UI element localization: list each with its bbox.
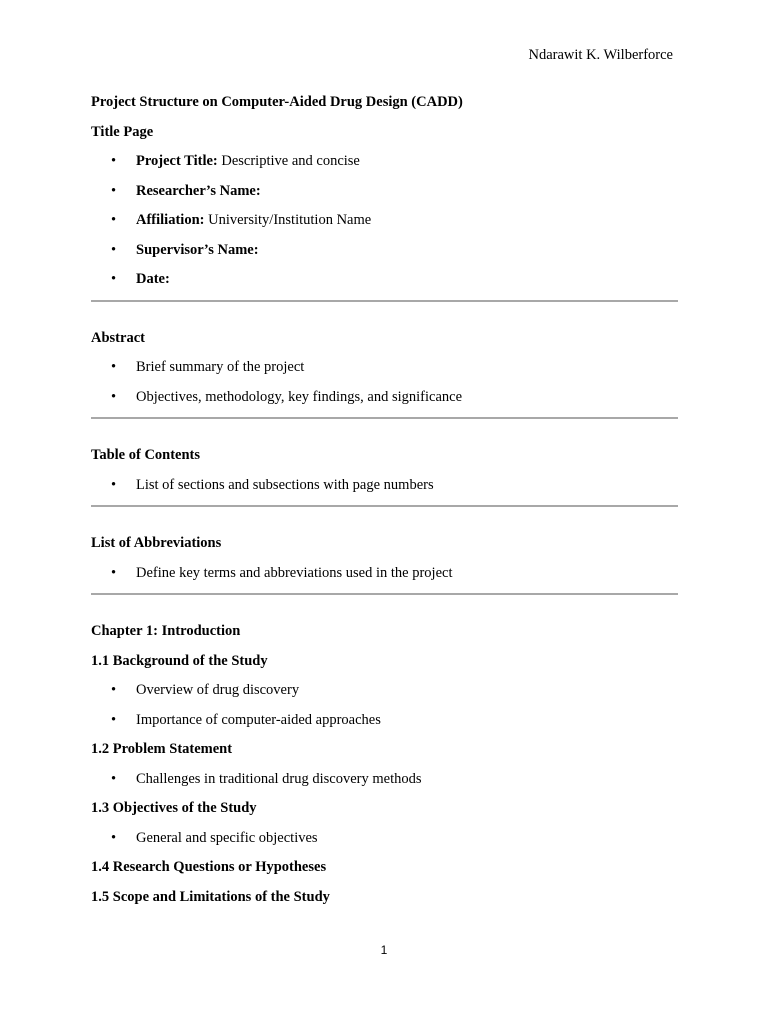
section-heading-title-page: Title Page: [91, 123, 154, 140]
subsection-heading-background: 1.1 Background of the Study: [91, 652, 268, 669]
list-item: [91, 182, 678, 200]
bullet: •: [111, 476, 117, 493]
bullet: •: [111, 212, 117, 228]
list-item: [91, 152, 678, 170]
list-item: [91, 829, 678, 847]
subsection-heading-scope-limitations: 1.5 Scope and Limitations of the Study: [91, 888, 330, 905]
horizontal-divider: [91, 300, 678, 302]
section-heading-abstract: Abstract: [91, 329, 145, 346]
item-label: Project Title:: [136, 153, 218, 169]
bullet: •: [111, 829, 117, 846]
toc-list: [91, 476, 678, 494]
item-text: University/Institution Name: [204, 212, 372, 228]
subsection-heading-problem-statement: 1.2 Problem Statement: [91, 741, 233, 757]
horizontal-divider: [91, 417, 678, 419]
list-item: [91, 711, 678, 729]
list-item: [91, 770, 678, 788]
item-text: List of sections and subsections with page numbers: [136, 476, 434, 493]
bullet: •: [111, 388, 117, 405]
list-item: [91, 270, 678, 288]
problem-statement-list: [91, 770, 678, 788]
item-text: Objectives, methodology, key findings, and significance: [136, 388, 463, 405]
subsection-heading-objectives: 1.3 Objectives of the Study: [91, 800, 257, 816]
horizontal-divider: [91, 505, 678, 507]
item-text: Challenges in traditional drug discovery methods: [136, 770, 422, 787]
list-item: [91, 681, 678, 699]
bullet: •: [111, 770, 117, 787]
document-body: [91, 93, 678, 917]
bullet: •: [111, 711, 117, 728]
section-heading-toc: Table of Contents: [91, 447, 201, 463]
bullet: •: [111, 564, 117, 581]
bullet: •: [111, 241, 117, 258]
background-list: [91, 681, 678, 729]
list-item: [91, 211, 678, 229]
bullet: •: [111, 359, 117, 375]
item-label: Researcher’s Name:: [136, 182, 261, 199]
item-label: Date:: [136, 271, 170, 287]
item-label: Supervisor’s Name:: [136, 241, 259, 258]
title-page-list: [91, 152, 678, 288]
list-item: [91, 388, 678, 406]
abbreviations-list: [91, 564, 678, 582]
list-item: [91, 476, 678, 494]
list-item: [91, 564, 678, 582]
horizontal-divider: [91, 593, 678, 595]
item-label: Affiliation:: [136, 212, 205, 228]
item-text: Descriptive and concise: [217, 153, 360, 169]
item-text: Define key terms and abbreviations used in the project: [136, 564, 453, 581]
item-text: Brief summary of the project: [136, 359, 305, 375]
bullet: •: [111, 271, 117, 287]
objectives-list: [91, 829, 678, 847]
page-number: 1: [380, 943, 388, 957]
list-item: [91, 241, 678, 259]
chapter-heading-introduction: Chapter 1: Introduction: [91, 623, 241, 639]
header-author-name: Ndarawit K. Wilberforce: [528, 47, 673, 63]
bullet: •: [111, 153, 117, 169]
document-title: Project Structure on Computer-Aided Drug Design (CADD): [91, 94, 463, 110]
list-item: [91, 358, 678, 376]
bullet: •: [111, 182, 117, 199]
section-heading-abbreviations: List of Abbreviations: [91, 535, 222, 551]
bullet: •: [111, 682, 117, 698]
subsection-heading-research-questions: 1.4 Research Questions or Hypotheses: [91, 859, 327, 875]
item-text: Importance of computer-aided approaches: [136, 711, 381, 728]
abstract-list: [91, 358, 678, 406]
item-text: General and specific objectives: [136, 829, 318, 846]
item-text: Overview of drug discovery: [136, 682, 300, 698]
